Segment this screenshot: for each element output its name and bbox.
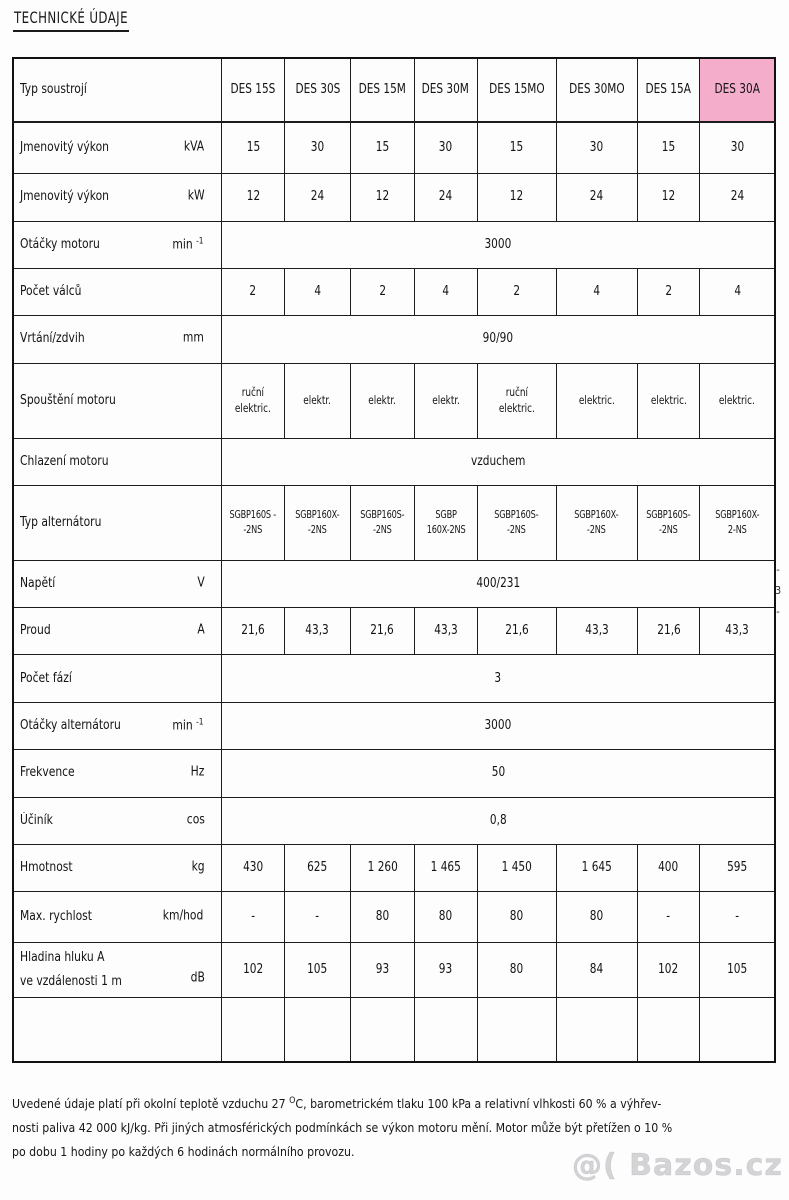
- cell-value: 4: [442, 284, 449, 300]
- value-cell: [285, 363, 351, 438]
- row-unit: km/hod: [162, 908, 204, 924]
- cell-value: 15: [509, 140, 524, 156]
- footnote-line-1: [12, 1092, 768, 1116]
- page-title: TECHNICKÉ ÚDAJE: [14, 8, 128, 27]
- cell-value: 2: [249, 284, 257, 300]
- column-header-des-15mo: [477, 58, 556, 122]
- table-row: [13, 560, 775, 607]
- bazos-watermark: @( Bazos.cz: [572, 1148, 783, 1183]
- value-cell: [350, 122, 414, 174]
- row-unit: dB: [190, 970, 205, 986]
- value-cell: [414, 942, 477, 997]
- cell-value: 4: [314, 284, 321, 300]
- table-row: [13, 702, 775, 749]
- blank-cell: [414, 998, 477, 1062]
- blank-cell: [285, 998, 351, 1062]
- table-row: [13, 655, 775, 702]
- cell-value: 30: [310, 140, 325, 156]
- cell-value: elektric.: [578, 393, 615, 408]
- cell-value: 1 260: [367, 860, 398, 876]
- value-cell: [477, 268, 556, 315]
- table-row: [13, 797, 775, 844]
- row-label-text: Napětí: [20, 575, 56, 591]
- cell-value: 90/90: [482, 331, 514, 347]
- table-row: [13, 942, 775, 997]
- cell-value: 15: [246, 140, 260, 156]
- cell-value: 80: [509, 909, 524, 925]
- cell-value: 2: [665, 284, 672, 300]
- cell-value: 400: [658, 860, 679, 876]
- blank-cell: [700, 998, 775, 1062]
- spanned-value-cell: [222, 316, 775, 363]
- cell-value: 400/231: [476, 575, 520, 591]
- value-cell: [222, 122, 285, 174]
- column-header-des-30a: [700, 58, 775, 122]
- row-label: [13, 485, 222, 560]
- row-label: [13, 892, 222, 943]
- cell-value: -: [666, 909, 671, 925]
- row-label: [13, 316, 222, 363]
- cell-value: SGBP160S- -2NS: [360, 508, 405, 536]
- header-row-label: [13, 58, 222, 122]
- cell-value: 105: [727, 962, 748, 978]
- cell-value: SGBP160S - -2NS: [229, 508, 277, 536]
- value-cell: [222, 268, 285, 315]
- value-cell: [556, 174, 637, 221]
- value-cell: [556, 268, 637, 315]
- cell-value: 12: [509, 189, 524, 205]
- value-cell: [222, 892, 285, 943]
- cell-value: 15: [661, 140, 676, 156]
- table-row: [13, 268, 775, 315]
- cell-value: 30: [589, 140, 604, 156]
- cell-value: elektric.: [650, 393, 687, 408]
- cell-value: 430: [243, 860, 264, 876]
- spanned-value-cell: [222, 221, 775, 268]
- row-label-text: Spouštění motoru: [20, 392, 116, 408]
- cell-value: DES 15M: [358, 81, 406, 97]
- value-cell: [222, 363, 285, 438]
- value-cell: [222, 844, 285, 891]
- cell-value: 3000: [484, 718, 512, 734]
- value-cell: [414, 174, 477, 221]
- cell-value: 80: [438, 909, 453, 925]
- value-cell: [350, 174, 414, 221]
- cell-value: 3: [494, 670, 502, 686]
- row-unit: mm: [183, 330, 205, 346]
- cell-value: 1 645: [581, 860, 612, 876]
- spanned-value-cell: [222, 797, 775, 844]
- cell-value: 595: [727, 860, 748, 876]
- spanned-value-cell: [222, 438, 775, 485]
- row-label: [13, 438, 222, 485]
- cell-value: 4: [733, 284, 741, 300]
- value-cell: [637, 485, 700, 560]
- footnote-line-1b: C, barometrickém tlaku 100 kPa a relativní vlhkosti 60 % a výhřev-: [295, 1096, 662, 1111]
- column-header-des-15m: [350, 58, 414, 122]
- row-label: [13, 942, 222, 997]
- row-label-text: Otáčky motoru: [20, 236, 100, 252]
- blank-cell: [556, 998, 637, 1062]
- footnote-line-3: po dobu 1 hodiny po každých 6 hodinách normálního provozu.: [12, 1144, 355, 1160]
- value-cell: [350, 844, 414, 891]
- row-label-text: Jmenovitý výkon: [20, 189, 109, 205]
- row-unit: cos: [186, 812, 205, 828]
- row-label-text: Hmotnost: [20, 860, 73, 876]
- value-cell: [350, 942, 414, 997]
- value-cell: [414, 268, 477, 315]
- table-row: [13, 363, 775, 438]
- value-cell: [556, 608, 637, 655]
- value-cell: [222, 485, 285, 560]
- value-cell: [700, 363, 775, 438]
- cell-value: 80: [375, 909, 390, 925]
- table-row: [13, 844, 775, 891]
- degree-symbol: O: [289, 1095, 296, 1106]
- cell-value: 105: [307, 962, 328, 978]
- row-label: [13, 560, 222, 607]
- row-label-text: Max. rychlost: [20, 909, 93, 925]
- table-header-row: [13, 58, 775, 122]
- cell-value: 43,3: [584, 623, 609, 639]
- value-cell: [477, 942, 556, 997]
- row-label: [13, 750, 222, 797]
- row-label-text: Chlazení motoru: [20, 453, 109, 469]
- table-row: [13, 174, 775, 221]
- cell-value: 4: [593, 284, 600, 300]
- value-cell: [700, 174, 775, 221]
- value-cell: [477, 363, 556, 438]
- cell-value: 12: [246, 189, 260, 205]
- row-unit: kg: [191, 859, 205, 875]
- table-blank-row: [13, 998, 775, 1062]
- value-cell: [414, 122, 477, 174]
- value-cell: [285, 268, 351, 315]
- row-label: [13, 608, 222, 655]
- blank-row-label: [13, 998, 222, 1062]
- cell-value: DES 30A: [714, 81, 760, 97]
- cell-value: 43,3: [305, 623, 330, 639]
- table-row: [13, 892, 775, 943]
- column-header-des-30m: [414, 58, 477, 122]
- value-cell: [637, 942, 700, 997]
- cell-value: 21,6: [504, 623, 529, 639]
- table-row: [13, 122, 775, 174]
- value-cell: [556, 485, 637, 560]
- row-label-text: Vrtání/zdvih: [20, 331, 85, 347]
- row-unit: A: [197, 622, 205, 638]
- cell-value: 84: [589, 962, 604, 978]
- value-cell: [700, 892, 775, 943]
- cell-value: 3000: [484, 236, 512, 252]
- value-cell: [285, 608, 351, 655]
- cell-value: elektr.: [431, 393, 460, 408]
- cell-value: SGBP 160X-2NS: [426, 508, 466, 536]
- cell-value: 43,3: [725, 623, 749, 639]
- cell-value: 24: [730, 189, 744, 205]
- cell-value: 625: [307, 860, 328, 876]
- table-row: [13, 221, 775, 268]
- row-label: [13, 844, 222, 891]
- value-cell: [556, 363, 637, 438]
- blank-cell: [637, 998, 700, 1062]
- cell-value: SGBP160X- 2-NS: [715, 508, 760, 536]
- page-number-marker: [770, 560, 786, 623]
- value-cell: [350, 608, 414, 655]
- page-marker-part: 3: [774, 583, 782, 597]
- cell-value: 12: [661, 189, 676, 205]
- cell-value: -: [735, 909, 740, 925]
- value-cell: [285, 174, 351, 221]
- spanned-value-cell: [222, 655, 775, 702]
- cell-value: elektr.: [303, 393, 332, 408]
- blank-cell: [222, 998, 285, 1062]
- row-label: [13, 702, 222, 749]
- value-cell: [637, 268, 700, 315]
- column-header-des-15s: [222, 58, 285, 122]
- title-underline: [13, 30, 129, 32]
- value-cell: [556, 122, 637, 174]
- cell-value: 21,6: [241, 623, 265, 639]
- cell-value: SGBP160S- -2NS: [646, 508, 691, 536]
- value-cell: [700, 942, 775, 997]
- value-cell: [414, 608, 477, 655]
- value-cell: [222, 608, 285, 655]
- cell-value: 12: [375, 189, 390, 205]
- value-cell: [477, 174, 556, 221]
- row-label-text: Počet válců: [20, 284, 82, 300]
- cell-value: DES 15S: [230, 81, 276, 97]
- row-label: [13, 363, 222, 438]
- row-unit: V: [197, 575, 205, 591]
- value-cell: [477, 122, 556, 174]
- cell-value: vzduchem: [470, 453, 526, 469]
- value-cell: [637, 608, 700, 655]
- cell-value: 80: [509, 962, 524, 978]
- cell-value: 102: [658, 962, 679, 978]
- cell-value: elektric.: [719, 393, 756, 408]
- value-cell: [637, 844, 700, 891]
- cell-value: -: [251, 909, 256, 925]
- cell-value: 2: [378, 284, 386, 300]
- value-cell: [556, 942, 637, 997]
- value-cell: [637, 174, 700, 221]
- value-cell: [700, 844, 775, 891]
- cell-value: 15: [375, 140, 390, 156]
- cell-value: ruční elektric.: [235, 385, 272, 415]
- row-unit: kVA: [184, 139, 205, 155]
- row-label-text: Účiník: [20, 812, 53, 828]
- column-header-des-15a: [637, 58, 700, 122]
- row-label: [13, 221, 222, 268]
- value-cell: [350, 363, 414, 438]
- value-cell: [700, 268, 775, 315]
- value-cell: [556, 844, 637, 891]
- value-cell: [414, 363, 477, 438]
- cell-value: ruční elektric.: [498, 385, 535, 415]
- value-cell: [285, 892, 351, 943]
- cell-value: SGBP160X- -2NS: [295, 508, 340, 536]
- page-marker-part: -: [776, 604, 780, 618]
- column-header-des-30s: [285, 58, 351, 122]
- cell-value: 30: [730, 140, 744, 156]
- row-unit: kW: [187, 188, 205, 204]
- row-label: [13, 655, 222, 702]
- spanned-value-cell: [222, 750, 775, 797]
- value-cell: [700, 122, 775, 174]
- row-label: [13, 797, 222, 844]
- value-cell: [222, 174, 285, 221]
- cell-value: 21,6: [656, 623, 681, 639]
- cell-value: 80: [589, 909, 604, 925]
- cell-value: 102: [243, 962, 264, 978]
- cell-value: 1 450: [501, 860, 532, 876]
- spanned-value-cell: [222, 560, 775, 607]
- table-row: [13, 485, 775, 560]
- value-cell: [285, 485, 351, 560]
- value-cell: [637, 892, 700, 943]
- cell-value: 2: [513, 284, 520, 300]
- value-cell: [285, 122, 351, 174]
- cell-value: elektr.: [368, 393, 397, 408]
- value-cell: [477, 608, 556, 655]
- cell-value: SGBP160X- -2NS: [574, 508, 619, 536]
- cell-value: 43,3: [433, 623, 458, 639]
- value-cell: [637, 122, 700, 174]
- value-cell: [414, 844, 477, 891]
- value-cell: [414, 485, 477, 560]
- page-marker-part: -: [776, 563, 780, 576]
- value-cell: [556, 892, 637, 943]
- cell-value: 24: [310, 189, 325, 205]
- cell-value: 1 465: [430, 860, 461, 876]
- cell-value: 93: [438, 962, 453, 978]
- cell-value: DES 30MO: [568, 81, 625, 97]
- value-cell: [700, 485, 775, 560]
- row-label-text: Typ alternátoru: [20, 514, 102, 530]
- value-cell: [477, 844, 556, 891]
- row-unit: min $^{-1}$: [172, 236, 204, 253]
- row-label-text: Jmenovitý výkon: [20, 140, 109, 156]
- cell-value: 30: [438, 140, 453, 156]
- blank-cell: [350, 998, 414, 1062]
- row-label-text: Otáčky alternátoru: [20, 718, 121, 734]
- value-cell: [285, 942, 351, 997]
- cell-value: DES 15MO: [488, 81, 545, 97]
- blank-cell: [477, 998, 556, 1062]
- value-cell: [222, 942, 285, 997]
- row-unit: Hz: [190, 764, 205, 780]
- cell-value: DES 30S: [295, 81, 340, 97]
- row-label-text: Hladina hluku A ve vzdálenosti 1 m: [20, 949, 122, 990]
- table-row: [13, 608, 775, 655]
- cell-value: 21,6: [370, 623, 395, 639]
- value-cell: [477, 892, 556, 943]
- cell-value: -: [315, 909, 320, 925]
- table-row: [13, 316, 775, 363]
- row-label-text: Počet fází: [20, 670, 72, 686]
- row-label-text: Proud: [20, 623, 51, 639]
- cell-value: 93: [375, 962, 390, 978]
- value-cell: [350, 485, 414, 560]
- value-cell: [477, 485, 556, 560]
- value-cell: [637, 363, 700, 438]
- table-row: [13, 438, 775, 485]
- spanned-value-cell: [222, 702, 775, 749]
- value-cell: [414, 892, 477, 943]
- footnote-line-1a: Uvedené údaje platí při okolní teplotě vzduchu 27: [12, 1096, 290, 1111]
- cell-value: 24: [589, 189, 604, 205]
- cell-value: DES 15A: [645, 81, 692, 97]
- value-cell: [700, 608, 775, 655]
- row-label-text: Frekvence: [20, 765, 75, 781]
- row-label: [13, 174, 222, 221]
- value-cell: [285, 844, 351, 891]
- row-unit: min $^{-1}$: [172, 717, 204, 734]
- row-label: [13, 268, 222, 315]
- cell-value: SGBP160S- -2NS: [494, 508, 539, 536]
- value-cell: [350, 268, 414, 315]
- header-label-text: Typ soustrojí: [20, 81, 87, 97]
- value-cell: [350, 892, 414, 943]
- column-header-des-30mo: [556, 58, 637, 122]
- technical-data-table: [12, 57, 776, 1063]
- row-label: [13, 122, 222, 174]
- cell-value: DES 30M: [422, 81, 470, 97]
- cell-value: 50: [491, 765, 505, 781]
- table-row: [13, 750, 775, 797]
- cell-value: 24: [438, 189, 453, 205]
- cell-value: 0,8: [489, 812, 507, 828]
- footnote-line-2: nosti paliva 42 000 kJ/kg. Při jiných atmosférických podmínkách se výkon motoru mění. Motor může být přetížen o 10 %: [12, 1120, 673, 1136]
